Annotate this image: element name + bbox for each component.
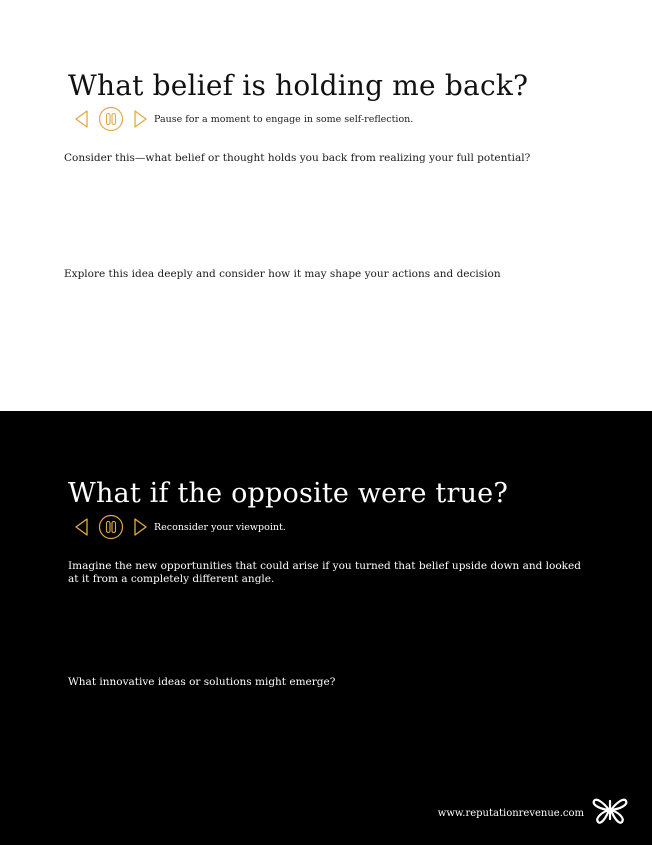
controls-caption: Reconsider your viewpoint. [154, 521, 286, 533]
section-title: What if the opposite were true? [68, 478, 509, 509]
previous-icon[interactable] [74, 108, 90, 130]
butterfly-logo-icon [590, 791, 630, 829]
innovation-paragraph: What innovative ideas or solutions might emerge? [68, 676, 336, 688]
next-icon[interactable] [132, 516, 148, 538]
website-link[interactable]: www.reputationrevenue.com [437, 808, 584, 819]
section-title: What belief is holding me back? [68, 69, 529, 102]
pause-icon[interactable] [98, 106, 124, 132]
media-controls [74, 514, 286, 540]
controls-caption: Pause for a moment to engage in some self-reflection. [154, 113, 414, 125]
prompt-paragraph: Consider this—what belief or thought holds you back from realizing your full potential? [64, 152, 531, 164]
next-icon[interactable] [132, 108, 148, 130]
section-holding-back [0, 0, 652, 411]
previous-icon[interactable] [74, 516, 90, 538]
media-controls [74, 106, 413, 132]
explore-paragraph: Explore this idea deeply and consider how it may shape your actions and decision [64, 268, 501, 280]
section-opposite-true [0, 411, 652, 845]
imagine-paragraph: Imagine the new opportunities that could arise if you turned that belief upside down and looked at it from a completely different angle. [68, 560, 581, 585]
pause-icon[interactable] [98, 514, 124, 540]
